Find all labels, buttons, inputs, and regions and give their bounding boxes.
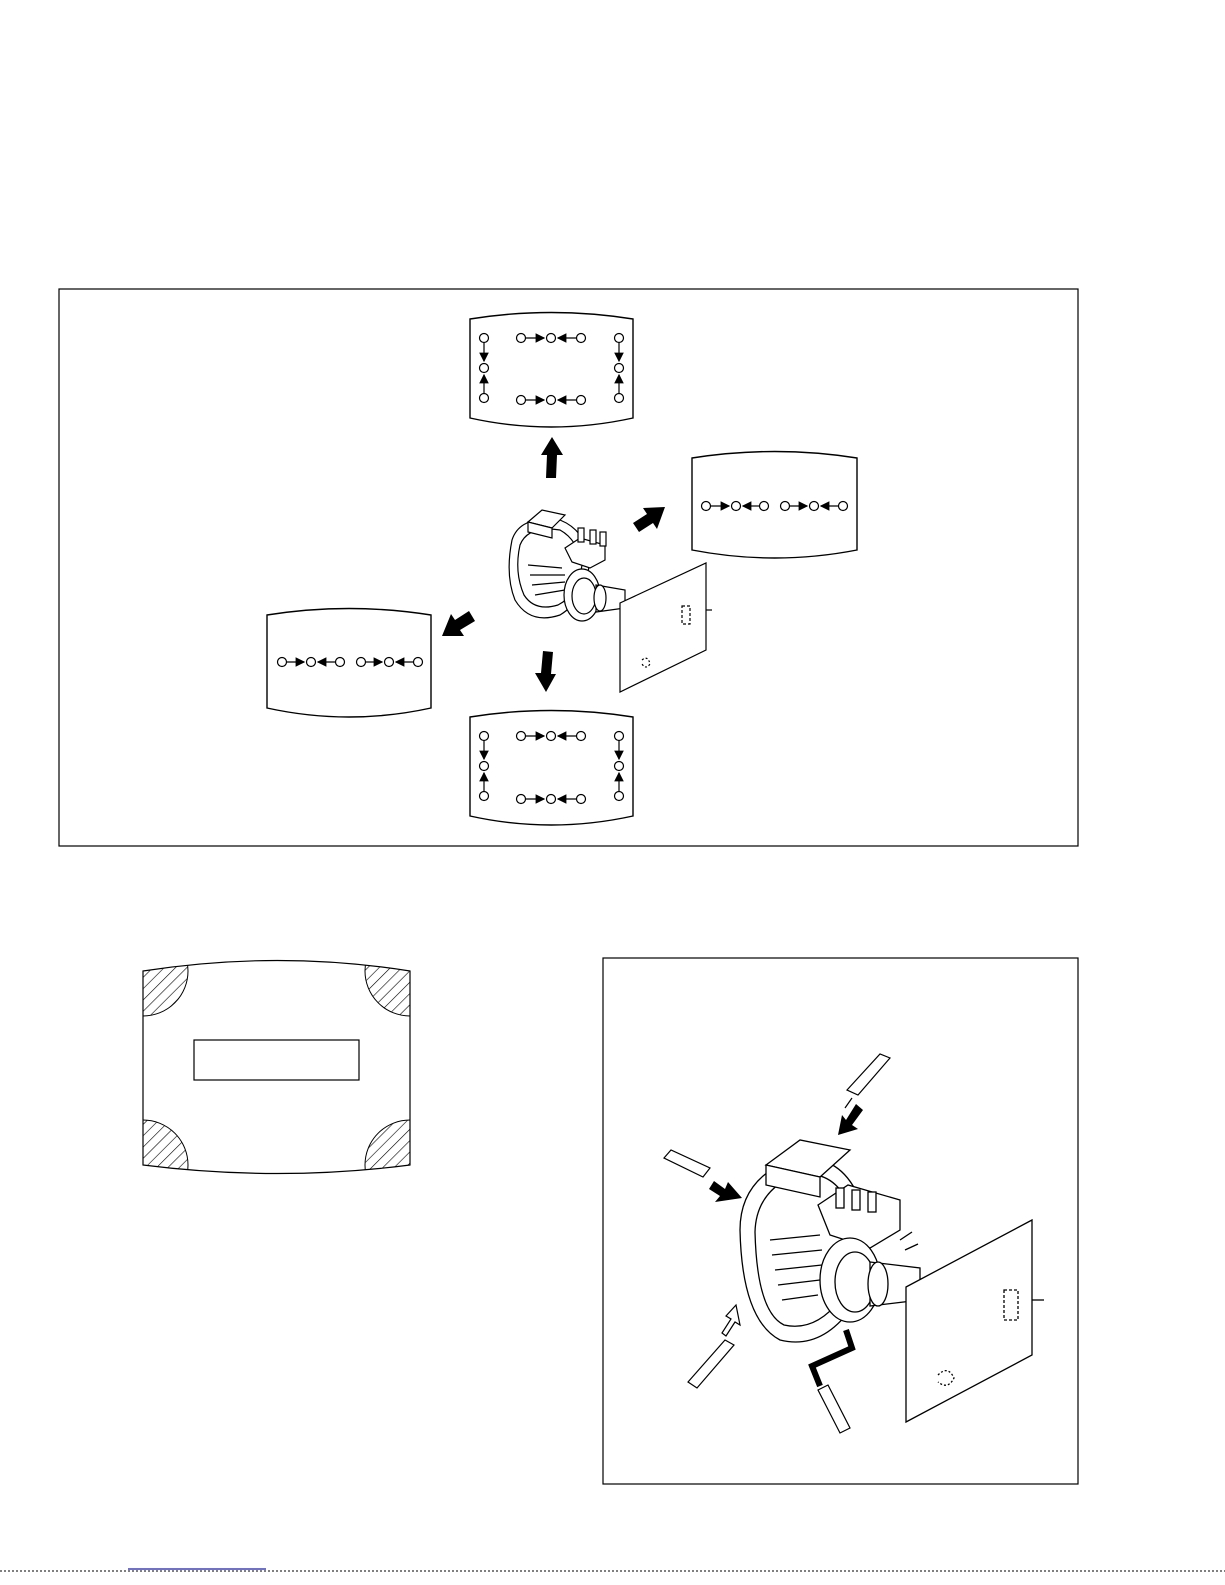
corner-hatch-tr <box>365 926 455 1016</box>
corner-hatch-br <box>365 1120 455 1210</box>
wedge-top <box>845 1054 890 1108</box>
screen-down <box>470 711 633 826</box>
arrow-up-right-icon <box>633 507 665 532</box>
wedge-lower-left-arrow-icon <box>722 1305 740 1336</box>
screen-right <box>692 452 857 559</box>
screen-up <box>470 313 633 428</box>
arrow-down-icon <box>535 651 556 692</box>
screen-hatched-corners <box>98 926 455 1210</box>
corner-hatch-tl <box>98 926 188 1016</box>
arrow-down-left-icon <box>442 611 475 636</box>
crt-yoke-assembly-with-wedges-icon <box>740 1140 1044 1422</box>
wedge-bottom-arrow-icon <box>812 1330 852 1386</box>
corner-hatch-bl <box>98 1120 188 1210</box>
wedge-top-arrow-icon <box>838 1104 863 1135</box>
wedge-left-arrow-icon <box>709 1181 742 1202</box>
wedge-lower-left <box>688 1340 734 1388</box>
wedge-bottom <box>818 1385 850 1433</box>
crt-yoke-assembly-icon <box>509 510 712 692</box>
wedge-left <box>664 1150 710 1177</box>
arrow-up-icon <box>541 437 563 478</box>
screen-left <box>267 609 431 718</box>
center-box <box>194 1040 359 1080</box>
